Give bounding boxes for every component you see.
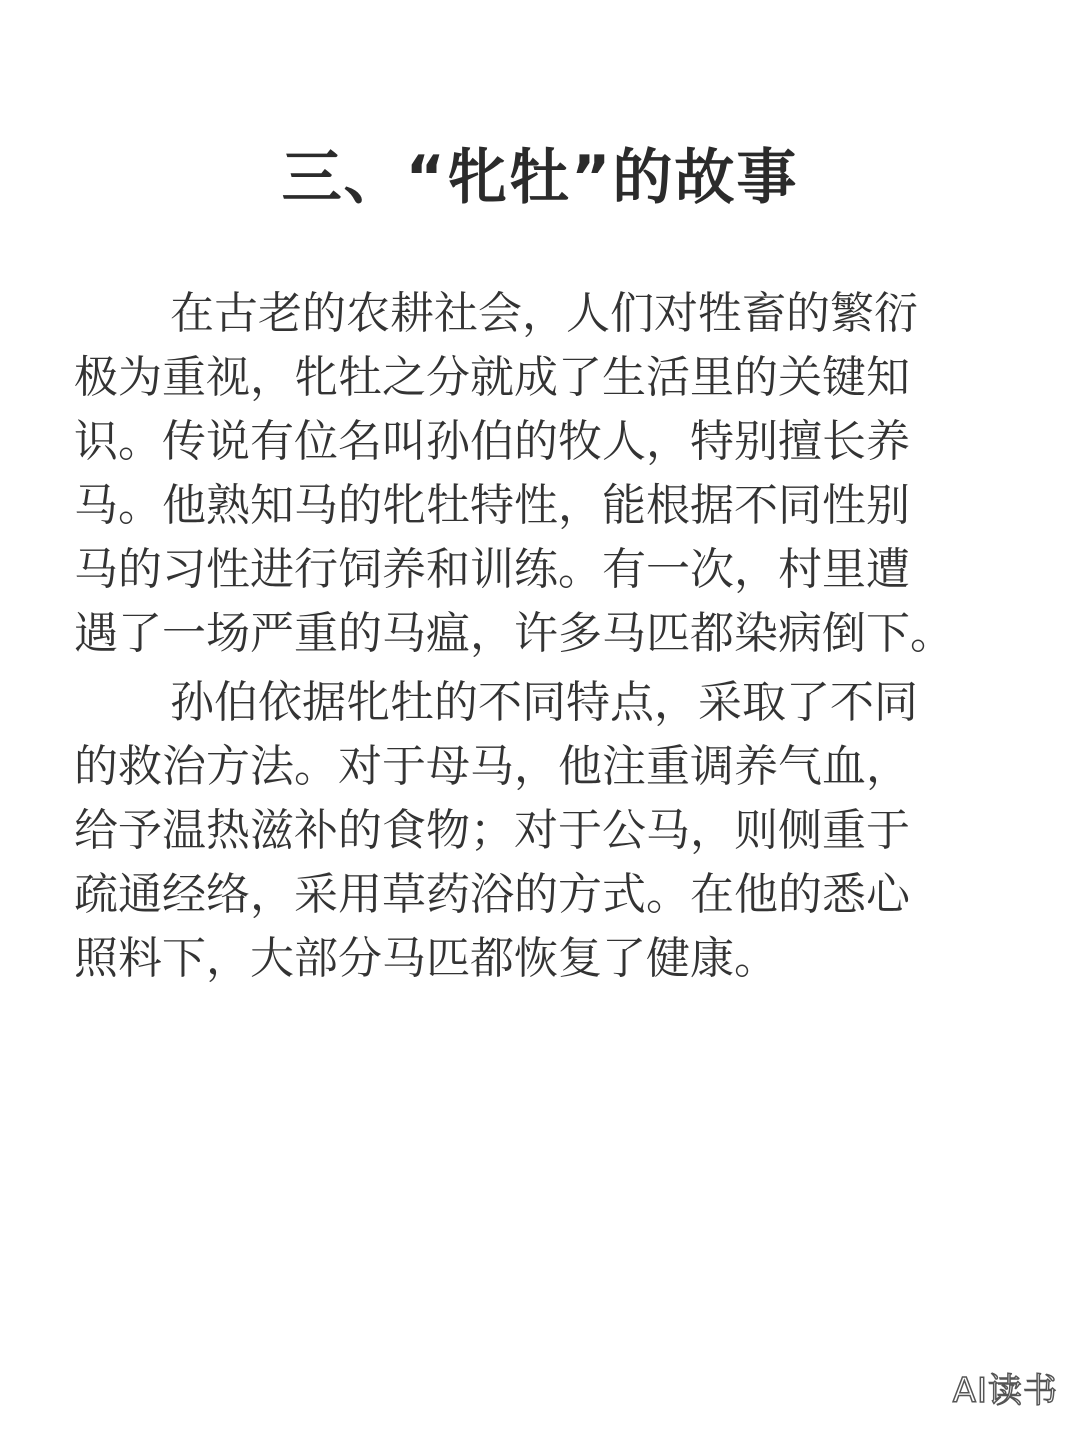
text-line: 马。他熟知马的牝牡特性，能根据不同性别 bbox=[74, 480, 910, 531]
page-title: 三、“牝牡”的故事 bbox=[281, 143, 799, 214]
text-line: 给予温热滋补的食物；对于公马，则侧重于 bbox=[74, 805, 910, 856]
text-line: 疏通经络，采用草药浴的方式。在他的悉心 bbox=[74, 869, 910, 920]
article-body bbox=[74, 282, 1014, 991]
paragraph-1 bbox=[74, 282, 1014, 666]
text-line: 极为重视，牝牡之分就成了生活里的关键知 bbox=[74, 352, 910, 403]
text-line: 在古老的农耕社会，人们对牲畜的繁衍 bbox=[170, 288, 918, 339]
text-line: 的救治方法。对于母马，他注重调养气血， bbox=[74, 741, 910, 792]
watermark: AI读书 bbox=[952, 1371, 1058, 1411]
text-line: 照料下，大部分马匹都恢复了健康。 bbox=[74, 933, 778, 984]
text-line: 遇了一场严重的马瘟，许多马匹都染病倒下。 bbox=[74, 608, 954, 659]
text-line: 孙伯依据牝牡的不同特点，采取了不同 bbox=[170, 677, 918, 728]
text-line: 识。传说有位名叫孙伯的牧人，特别擅长养 bbox=[74, 416, 910, 467]
text-line: 马的习性进行饲养和训练。有一次，村里遭 bbox=[74, 544, 910, 595]
paragraph-2 bbox=[74, 671, 1014, 991]
